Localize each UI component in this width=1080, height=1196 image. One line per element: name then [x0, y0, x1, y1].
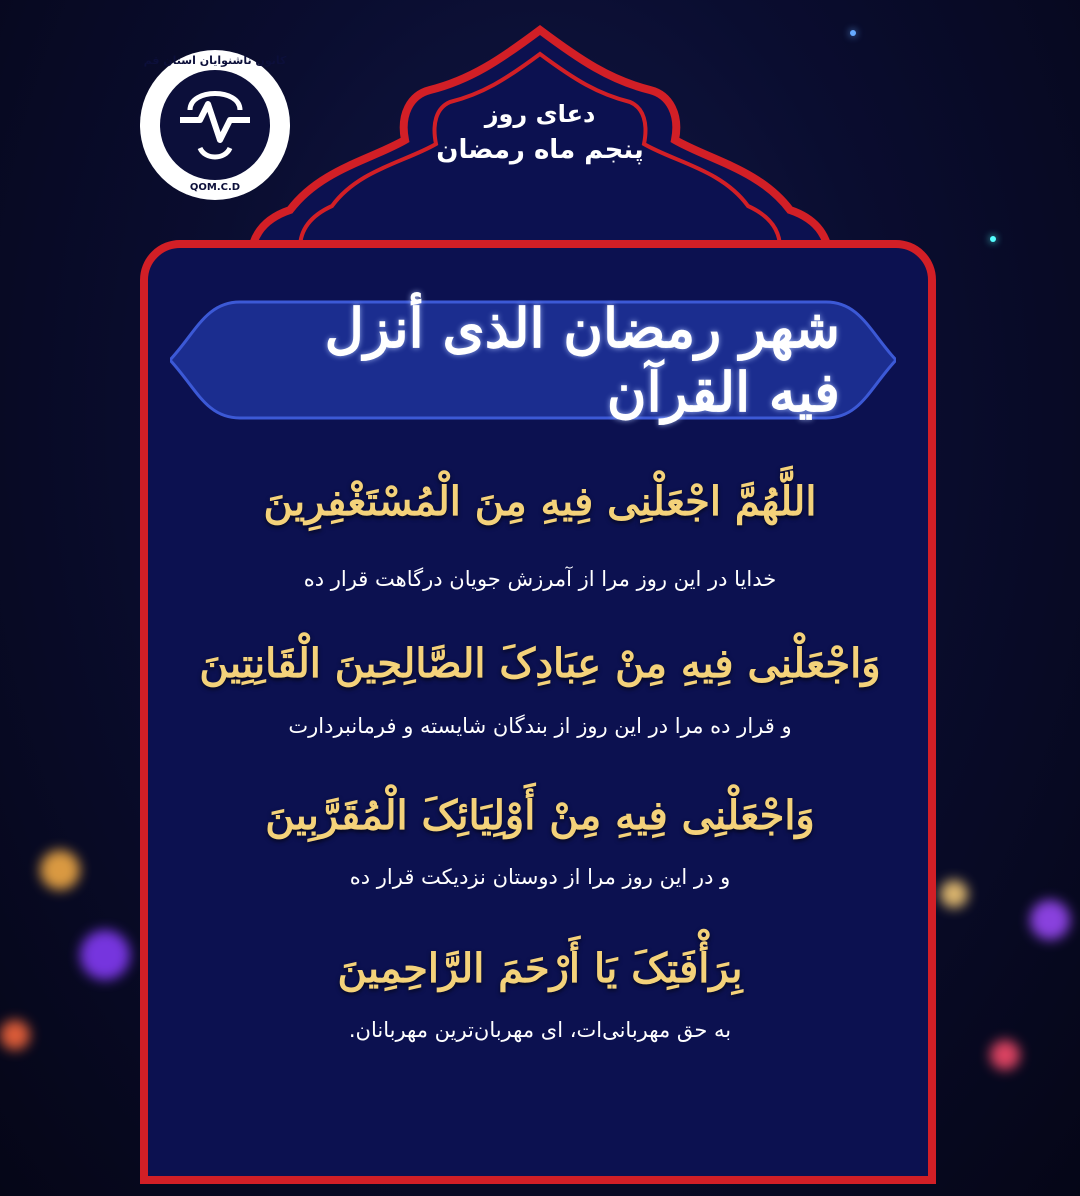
prayer-arabic-line: بِرَأْفَتِکَ یَا أَرْحَمَ الرَّاحِمِینَ	[337, 945, 743, 992]
header-title: دعای روز	[484, 100, 596, 128]
ear-wave-icon	[160, 70, 270, 180]
prayer-arabic-line: وَاجْعَلْنِی فِیهِ مِنْ أَوْلِیَائِکَ الْمُقَرَّبِینَ	[265, 792, 815, 839]
prayer-arabic-line: وَاجْعَلْنِی فِیهِ مِنْ عِبَادِکَ الصَّالِحِینَ الْقَانِتِینَ	[199, 640, 881, 687]
prayer-persian-line: و در این روز مرا از دوستان نزدیکت قرار ده	[349, 865, 731, 889]
organization-logo	[140, 50, 290, 200]
prayer-persian-line: به حق مهربانی‌ات، ای مهربان‌ترین مهربانان.	[348, 1018, 732, 1042]
bokeh-light	[1030, 900, 1070, 940]
calligraphy-text: شهر رمضان الذی أنزل فیه القرآن	[324, 296, 840, 424]
logo-name: کانون ناشنوایان استان قم	[143, 54, 287, 67]
bokeh-light	[940, 880, 968, 908]
prayer-arabic-line: اللَّهُمَّ اجْعَلْنِی فِیهِ مِنَ الْمُسْتَغْفِرِینَ	[263, 478, 817, 525]
bokeh-light	[0, 1020, 30, 1050]
header-subtitle: پنجم ماه رمضان	[436, 135, 644, 165]
logo-code: QOM.C.D	[189, 182, 241, 193]
bokeh-light	[40, 850, 80, 890]
prayer-persian-line: و قرار ده مرا در این روز از بندگان شایسته و فرمانبردارت	[288, 714, 792, 738]
bokeh-light	[80, 930, 130, 980]
sparkle	[990, 236, 996, 242]
bokeh-light	[990, 1040, 1020, 1070]
prayer-persian-line: خدایا در این روز مرا از آمرزش جویان درگاهت قرار ده	[303, 567, 777, 591]
